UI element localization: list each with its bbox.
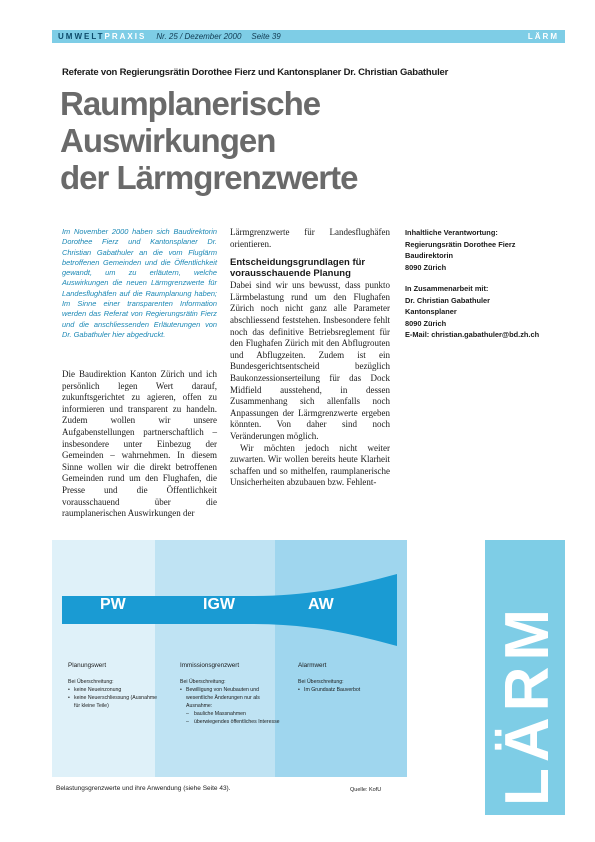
zone-item: • Bewilligung von Neubauten und wesentliche Änderungen nur als Ausnahme: [180, 686, 280, 710]
title-line-1: Raumplanerische [60, 85, 321, 122]
lead-paragraph: Im November 2000 haben sich Baudirektorin Dorothee Fierz und Kantonsplaner Dr. Christian Gabathuler an die vom Fluglärm betroffenen Gemeinden und die Öffentlichkeit gewandt, um zu erläutern, welche Auswirkungen die neuen Lärmgrenzwerte für Landesflughäfen auf die Raumplanung haben; Im Sinne einer transparenten Information werden das Referat von Regierungsrätin Fierz und die anschliessenden Erläuterungen von Dr. Gabathuler hier abgedruckt. [62, 227, 217, 339]
brand-praxis: PRAXIS [104, 32, 147, 41]
col2-paragraph-3: Wir möchten jedoch nicht weiter zuwarten. Wir wollen bereits heute Klarheit schaffen und so mithelfen, raumplanerische Unsicherheiten abzubauen bzw. Fehlent- [230, 442, 390, 488]
zone-abbr-pw: PW [100, 596, 126, 613]
contact-email[interactable]: E-Mail: christian.gabathuler@bd.zh.ch [405, 330, 540, 339]
side-banner-word: LÄRM [493, 602, 562, 806]
zone-title-igw: Immissionsgrenzwert [180, 662, 240, 669]
contact-line: Kantonsplaner [405, 307, 457, 316]
issue-number: Nr. 25 / Dezember 2000 [156, 32, 242, 41]
section-label: LÄRM [527, 32, 559, 41]
zone-item: • Im Grundsatz Bauverbot [298, 686, 398, 694]
byline: Referate von Regierungsrätin Dorothee Fierz und Kantonsplaner Dr. Christian Gabathuler [62, 67, 449, 78]
zone-abbr-aw: AW [308, 596, 334, 613]
figure-caption: Belastungsgrenzwerte und ihre Anwendung (siehe Seite 43). [56, 785, 231, 792]
contact-line: Inhaltliche Verantwortung: [405, 228, 498, 237]
zone-subitem: – bauliche Massnahmen [180, 710, 280, 718]
contact-line: Regierungsrätin Dorothee Fierz [405, 239, 516, 249]
zone-title-pw: Planungswert [68, 662, 107, 669]
zone-list-igw [180, 678, 280, 726]
contact-line: In Zusammenarbeit mit: [405, 284, 489, 293]
contact-line: Baudirektorin [405, 251, 454, 260]
contact-line: 8090 Zürich [405, 262, 447, 272]
figure-source: Quelle: KofU [350, 787, 382, 793]
contact-line: 8090 Zürich [405, 318, 447, 328]
zone-condition: Bei Überschreitung: [68, 679, 114, 685]
header-bar [52, 30, 565, 43]
body-column-2 [230, 227, 390, 489]
contact-line: Dr. Christian Gabathuler [405, 295, 491, 305]
page-number: Seite 39 [251, 32, 281, 41]
zone-abbr-igw: IGW [203, 596, 235, 613]
zone-title-aw: Alarmwert [298, 662, 327, 669]
zone-item: • keine Neueinzonung [68, 686, 158, 694]
title-line-2: Auswirkungen [60, 122, 276, 159]
body-column-1: Die Baudirektion Kanton Zürich und ich persönlich legen Wert darauf, zukunftsgerichtet zu agieren, offen zu informieren und transparent zu handeln. Zudem wollen wir unsere Aufgabenstellungen partnerschaftlich – insbesondere unter Einbezug der Gemeinden – wahrnehmen. In diesem Sinne wollen wir die direkt betroffenen Gemeinden rund um den Flughafen, die Presse und die Öffentlichkeit vorausschauend über die raumplanerischen Auswirkungen der [62, 369, 217, 519]
zone-subitem: – überwiegendes öffentliches Interesse [180, 718, 280, 726]
col2-heading: Entscheidungsgrundlagen für vorausschauende Planung [230, 257, 366, 280]
article-title [60, 85, 480, 196]
zone-list-pw [68, 678, 158, 710]
col2-paragraph-2: Dabei sind wir uns bewusst, dass punkto Lärmbelastung rund um den Flughafen Zürich noch nicht ganz alle Parameter abschliessend feststehen. Insbesondere fehlt noch das definitive Betriebsreglement für den Flughafen Zürich mit den Abflugrouten und Abflugzeiten. Zudem ist ein Bundesgerichtsentscheid bezüglich Baukonzessionserteilung für das Dock Midfield ausstehend, in dessen Zusammenhang sich allenfalls noch Anpassungen der Lärmgrenzwerte ergeben könnten. Von daher sind noch Veränderungen möglich. [230, 280, 390, 441]
brand-umwelt: UMWELT [58, 32, 105, 41]
zone-condition: Bei Überschreitung: [298, 679, 344, 685]
zone-item: • keine Neuerschliessung (Ausnahme für kleine Teile) [68, 694, 158, 710]
col2-paragraph-1: Lärmgrenzwerte für Landesflughäfen orientieren. [230, 227, 390, 249]
noise-limits-diagram [52, 540, 407, 777]
contact-box [405, 227, 575, 341]
zone-list-aw [298, 678, 398, 694]
noise-wedge-shape [52, 540, 407, 777]
zone-condition: Bei Überschreitung: [180, 679, 226, 685]
title-line-3: der Lärmgrenzwerte [60, 159, 358, 196]
